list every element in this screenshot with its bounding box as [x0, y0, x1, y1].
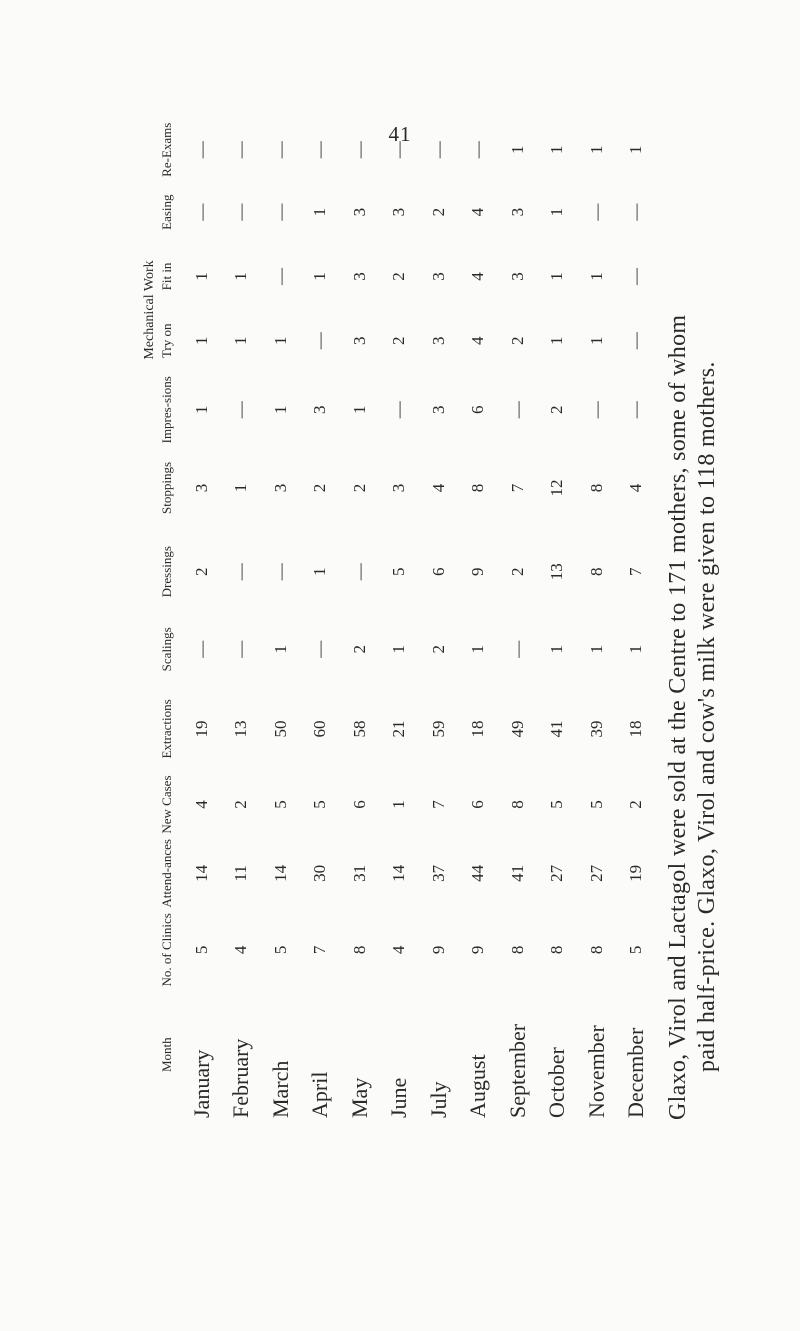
table-row: [419, 120, 459, 1120]
table-cell: 1: [586, 645, 606, 654]
table-cell: 7: [507, 483, 527, 493]
table-cell: —: [507, 640, 527, 658]
header-row: [160, 120, 182, 1120]
table-cell: 44: [468, 864, 488, 882]
table-cell: 4: [231, 945, 251, 955]
table-cell: 1: [231, 483, 251, 493]
column-header: Re-Exams: [159, 122, 174, 177]
table-cell: 3: [349, 272, 369, 281]
table-cell: 4: [626, 483, 646, 493]
table-cell: 1: [191, 272, 211, 281]
table-cell: —: [389, 401, 409, 419]
table-cell: 3: [349, 336, 369, 346]
table-cell: —: [310, 640, 330, 658]
table-row: [340, 120, 380, 1120]
table-cell: 7: [428, 800, 448, 809]
table-cell: 41: [547, 720, 567, 738]
table-cell: 12: [547, 479, 567, 497]
table-cell: 2: [507, 567, 527, 576]
table-cell: 14: [191, 864, 211, 882]
table-cell: 1: [310, 567, 330, 576]
table-cell: 3: [349, 207, 369, 217]
table-cell: 1: [626, 645, 646, 654]
table-cell: 49: [507, 720, 527, 738]
table-cell: 8: [586, 567, 606, 576]
table-cell: 1: [389, 800, 409, 809]
table-cell: —: [270, 563, 290, 581]
table-cell: 1: [547, 145, 567, 154]
table-cell: 2: [349, 483, 369, 493]
table-cell: —: [586, 401, 606, 419]
table-cell: —: [349, 141, 369, 159]
table-cell: 27: [547, 864, 567, 882]
table-row: [261, 120, 301, 1120]
table-cell: 5: [270, 945, 290, 955]
table-cell: —: [507, 401, 527, 419]
month-cell: April: [307, 1071, 333, 1118]
table-cell: —: [191, 203, 211, 221]
table-cell: 1: [270, 405, 290, 415]
table-cell: 6: [428, 567, 448, 576]
table-cell: 2: [626, 800, 646, 809]
month-cell: July: [425, 1081, 451, 1118]
table-body: [182, 120, 656, 1120]
table-cell: —: [270, 141, 290, 159]
table-cell: 8: [586, 945, 606, 955]
table-cell: 13: [231, 720, 251, 738]
month-cell: March: [267, 1060, 293, 1118]
table-cell: 1: [349, 405, 369, 415]
table-cell: 50: [270, 720, 290, 738]
table-cell: 1: [310, 207, 330, 217]
table-cell: 1: [586, 272, 606, 281]
table-row: [617, 120, 657, 1120]
table-cell: 1: [231, 336, 251, 346]
table-row: [222, 120, 262, 1120]
table-cell: 1: [231, 272, 251, 281]
table-row: [538, 120, 578, 1120]
table-cell: 18: [468, 720, 488, 738]
month-cell: September: [504, 1023, 530, 1118]
table-cell: 5: [191, 945, 211, 955]
column-header: Attend-ances: [159, 839, 174, 908]
table-cell: 1: [586, 336, 606, 346]
table-cell: 6: [468, 800, 488, 809]
table-cell: —: [626, 203, 646, 221]
table-cell: 4: [428, 483, 448, 493]
table-cell: 8: [547, 945, 567, 955]
table-cell: —: [626, 401, 646, 419]
column-header: Impres-sions: [159, 376, 174, 444]
table-cell: 4: [191, 800, 211, 809]
table-cell: 27: [586, 864, 606, 882]
table-row: [459, 120, 499, 1120]
table-cell: 6: [349, 800, 369, 809]
table-cell: 30: [310, 864, 330, 882]
table-cell: 3: [389, 207, 409, 217]
table-cell: 14: [270, 864, 290, 882]
table-cell: 2: [428, 207, 448, 217]
table-cell: 2: [428, 645, 448, 654]
column-header: Dressings: [159, 546, 174, 598]
table-cell: 14: [389, 864, 409, 882]
table-cell: 8: [507, 945, 527, 955]
table-cell: 5: [310, 800, 330, 809]
table-cell: —: [310, 141, 330, 159]
table-cell: 8: [507, 800, 527, 809]
table-cell: 1: [191, 405, 211, 415]
column-header: Fit in: [159, 262, 174, 291]
table-cell: 31: [349, 864, 369, 882]
month-cell: June: [386, 1077, 412, 1118]
table-cell: —: [626, 332, 646, 350]
month-cell: December: [623, 1027, 649, 1118]
table-cell: —: [231, 563, 251, 581]
table-cell: 41: [507, 864, 527, 882]
table-cell: 19: [626, 864, 646, 882]
footnote: [664, 120, 722, 1120]
month-cell: February: [228, 1038, 254, 1118]
table-cell: 60: [310, 720, 330, 738]
table-cell: 3: [270, 483, 290, 493]
table-cell: —: [231, 141, 251, 159]
page-number: 41: [388, 122, 412, 146]
rotated-table-block: [142, 120, 720, 1120]
table-cell: 2: [191, 567, 211, 576]
table-cell: 18: [626, 720, 646, 738]
table-cell: 3: [428, 336, 448, 346]
table-cell: —: [270, 203, 290, 221]
table-cell: 1: [626, 145, 646, 154]
table-cell: 13: [547, 563, 567, 581]
table-cell: 1: [547, 272, 567, 281]
column-header: New Cases: [159, 775, 174, 834]
table-cell: 4: [468, 336, 488, 346]
table-cell: 4: [389, 945, 409, 955]
table-cell: 19: [191, 720, 211, 738]
table-row: [182, 120, 222, 1120]
table-cell: 1: [547, 336, 567, 346]
footnote-line-1: Glaxo, Virol and Lactagol were sold at the Centre to 171 mothers, some of whom: [665, 314, 691, 1120]
column-header: Try on: [159, 323, 174, 359]
table-cell: 1: [547, 645, 567, 654]
table-cell: —: [191, 141, 211, 159]
table-cell: 2: [349, 645, 369, 654]
table-cell: 7: [310, 945, 330, 955]
table-cell: 5: [270, 800, 290, 809]
table-cell: —: [428, 141, 448, 159]
table-cell: 58: [349, 720, 369, 738]
table-cell: 1: [507, 145, 527, 154]
table-cell: 9: [468, 945, 488, 955]
table-cell: —: [468, 141, 488, 159]
table-cell: 3: [507, 207, 527, 217]
table-cell: —: [586, 203, 606, 221]
column-header: Scalings: [159, 627, 174, 672]
table-cell: 4: [468, 272, 488, 281]
table-cell: 3: [191, 483, 211, 493]
table-cell: 9: [468, 567, 488, 576]
table-cell: 8: [468, 483, 488, 493]
table-cell: 39: [586, 720, 606, 738]
month-cell: October: [544, 1047, 570, 1118]
table-cell: 1: [310, 272, 330, 281]
table-cell: —: [231, 640, 251, 658]
column-header: Easing: [159, 194, 174, 230]
mechanical-work-header: Mechanical Work: [142, 260, 157, 360]
table-cell: 11: [231, 865, 251, 882]
table-cell: 2: [389, 272, 409, 281]
table-cell: 37: [428, 864, 448, 882]
month-cell: November: [583, 1025, 609, 1118]
table-cell: 1: [468, 645, 488, 654]
table-cell: —: [626, 267, 646, 285]
table-cell: 3: [428, 405, 448, 415]
table-cell: 3: [428, 272, 448, 281]
footnote-line-2: paid half-price. Glaxo, Virol and cow's milk were given to 118 mothers.: [694, 361, 720, 1072]
column-header: Extractions: [159, 699, 174, 759]
table-row: [577, 120, 617, 1120]
table-cell: —: [310, 332, 330, 350]
table-row: [301, 120, 341, 1120]
table-cell: 1: [547, 207, 567, 217]
table-cell: —: [231, 401, 251, 419]
table-cell: 6: [468, 405, 488, 415]
column-header: Stoppings: [159, 461, 174, 514]
table-cell: —: [349, 563, 369, 581]
table-cell: 4: [468, 207, 488, 217]
column-header: Month: [159, 1037, 174, 1072]
clinic-statistics-table: [160, 120, 656, 1120]
table-cell: 7: [626, 567, 646, 576]
table-cell: 5: [389, 567, 409, 576]
table-cell: 2: [507, 336, 527, 346]
table-cell: —: [270, 267, 290, 285]
table-cell: 1: [191, 336, 211, 346]
table-cell: —: [231, 203, 251, 221]
table-cell: 2: [231, 800, 251, 809]
table-cell: 2: [547, 405, 567, 415]
table-cell: 5: [586, 800, 606, 809]
table-cell: 21: [389, 720, 409, 738]
table-cell: 5: [626, 945, 646, 955]
month-cell: January: [188, 1049, 214, 1118]
table-cell: 1: [389, 645, 409, 654]
table-cell: 2: [310, 483, 330, 493]
table-cell: 3: [310, 405, 330, 415]
table-row: [380, 120, 420, 1120]
table-cell: 8: [349, 945, 369, 955]
table-cell: 3: [389, 483, 409, 493]
table-cell: 8: [586, 483, 606, 493]
column-header: No. of Clinics: [159, 913, 174, 987]
month-cell: May: [346, 1077, 372, 1118]
table-cell: 3: [507, 272, 527, 281]
table-cell: —: [389, 141, 409, 159]
table-cell: 59: [428, 720, 448, 738]
table-cell: 9: [428, 945, 448, 955]
table-row: [498, 120, 538, 1120]
table-cell: —: [191, 640, 211, 658]
month-cell: August: [465, 1054, 491, 1118]
table-cell: 2: [389, 336, 409, 346]
table-cell: 1: [270, 336, 290, 346]
table-cell: 5: [547, 800, 567, 809]
table-cell: 1: [270, 645, 290, 654]
table-cell: 1: [586, 145, 606, 154]
